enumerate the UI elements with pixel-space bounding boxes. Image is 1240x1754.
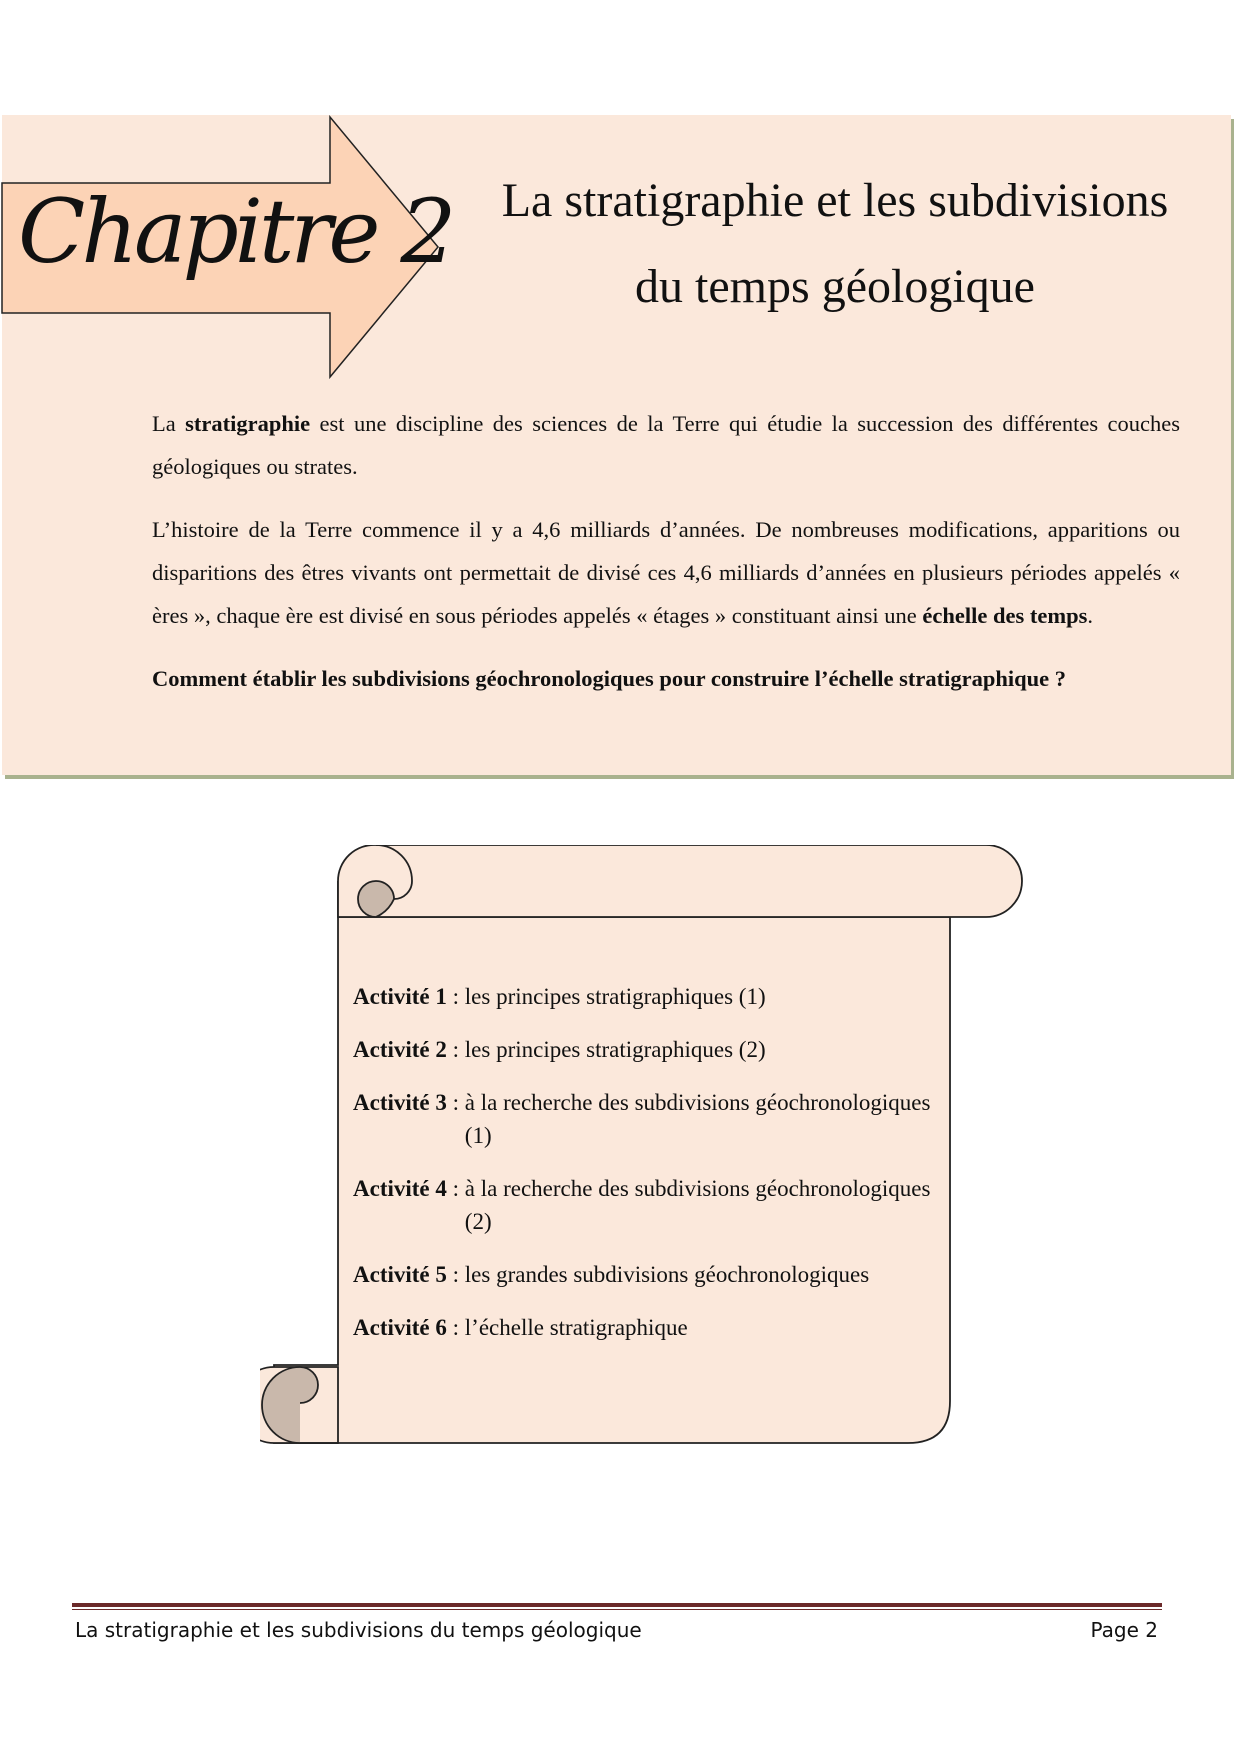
intro-text [152, 402, 1180, 720]
activity-item [353, 1086, 953, 1152]
title-line-1: La stratigraphie et les subdivisions [501, 174, 1169, 227]
activity-text: les principes stratigraphiques (2) [464, 1037, 766, 1062]
activity-item [353, 1033, 953, 1066]
title-line-2: du temps géologique [635, 260, 1035, 313]
activity-item [353, 1311, 953, 1344]
intro-p1-end: est une discipline des sciences de la Terre qui étudie la succession des différentes couches géologiques ou strates. [152, 411, 1180, 479]
intro-question: Comment établir les subdivisions géochronologiques pour construire l’échelle stratigraphique ? [152, 666, 1066, 691]
footer-rule [72, 1603, 1162, 1607]
activity-label: Activité 4 [353, 1176, 447, 1201]
footer-rule-thin [72, 1609, 1162, 1610]
activity-item [353, 1258, 953, 1291]
page-number: Page 2 [1090, 1618, 1158, 1642]
page-title [470, 158, 1200, 330]
activity-item [353, 980, 953, 1013]
activity-separator: : [446, 1176, 465, 1201]
activity-text: les grandes subdivisions géochronologiques [464, 1262, 870, 1287]
activity-separator: : [446, 1037, 465, 1062]
activity-separator: : [446, 984, 465, 1009]
chapter-label: Chapitre 2 [18, 180, 453, 283]
activity-text: à la recherche des subdivisions géochronologiques (1) [464, 1090, 931, 1148]
intro-paragraph-1 [152, 402, 1180, 488]
activity-separator: : [446, 1090, 465, 1115]
activity-label: Activité 2 [353, 1037, 447, 1062]
intro-p2-end: . [1087, 603, 1093, 628]
intro-p2-bold: échelle des temps [922, 603, 1088, 628]
activity-separator: : [446, 1262, 465, 1287]
activity-label: Activité 6 [353, 1315, 447, 1340]
activity-label: Activité 3 [353, 1090, 447, 1115]
activity-text: les principes stratigraphiques (1) [464, 984, 766, 1009]
intro-p2-start: L’histoire de la Terre commence il y a 4,6 milliards d’années. De nombreuses modifications, apparitions ou disparitions des êtres vivants ont permettait de divisé ces 4,6 milliards d’années en plusieurs périodes appelés « ères », chaque ère est divisé en sous périodes appelés « étages » constituant ainsi une [152, 517, 1180, 628]
footer-title: La stratigraphie et les subdivisions du temps géologique [75, 1618, 642, 1642]
intro-p1-bold: stratigraphie [185, 411, 311, 436]
activity-label: Activité 5 [353, 1262, 447, 1287]
activity-text: à la recherche des subdivisions géochronologiques (2) [464, 1176, 931, 1234]
intro-paragraph-2 [152, 508, 1180, 637]
activity-item [353, 1172, 953, 1238]
activity-text: l’échelle stratigraphique [464, 1315, 688, 1340]
activity-separator: : [446, 1315, 465, 1340]
activities-list [353, 980, 953, 1364]
activity-label: Activité 1 [353, 984, 447, 1009]
intro-p1-start: La [152, 411, 186, 436]
